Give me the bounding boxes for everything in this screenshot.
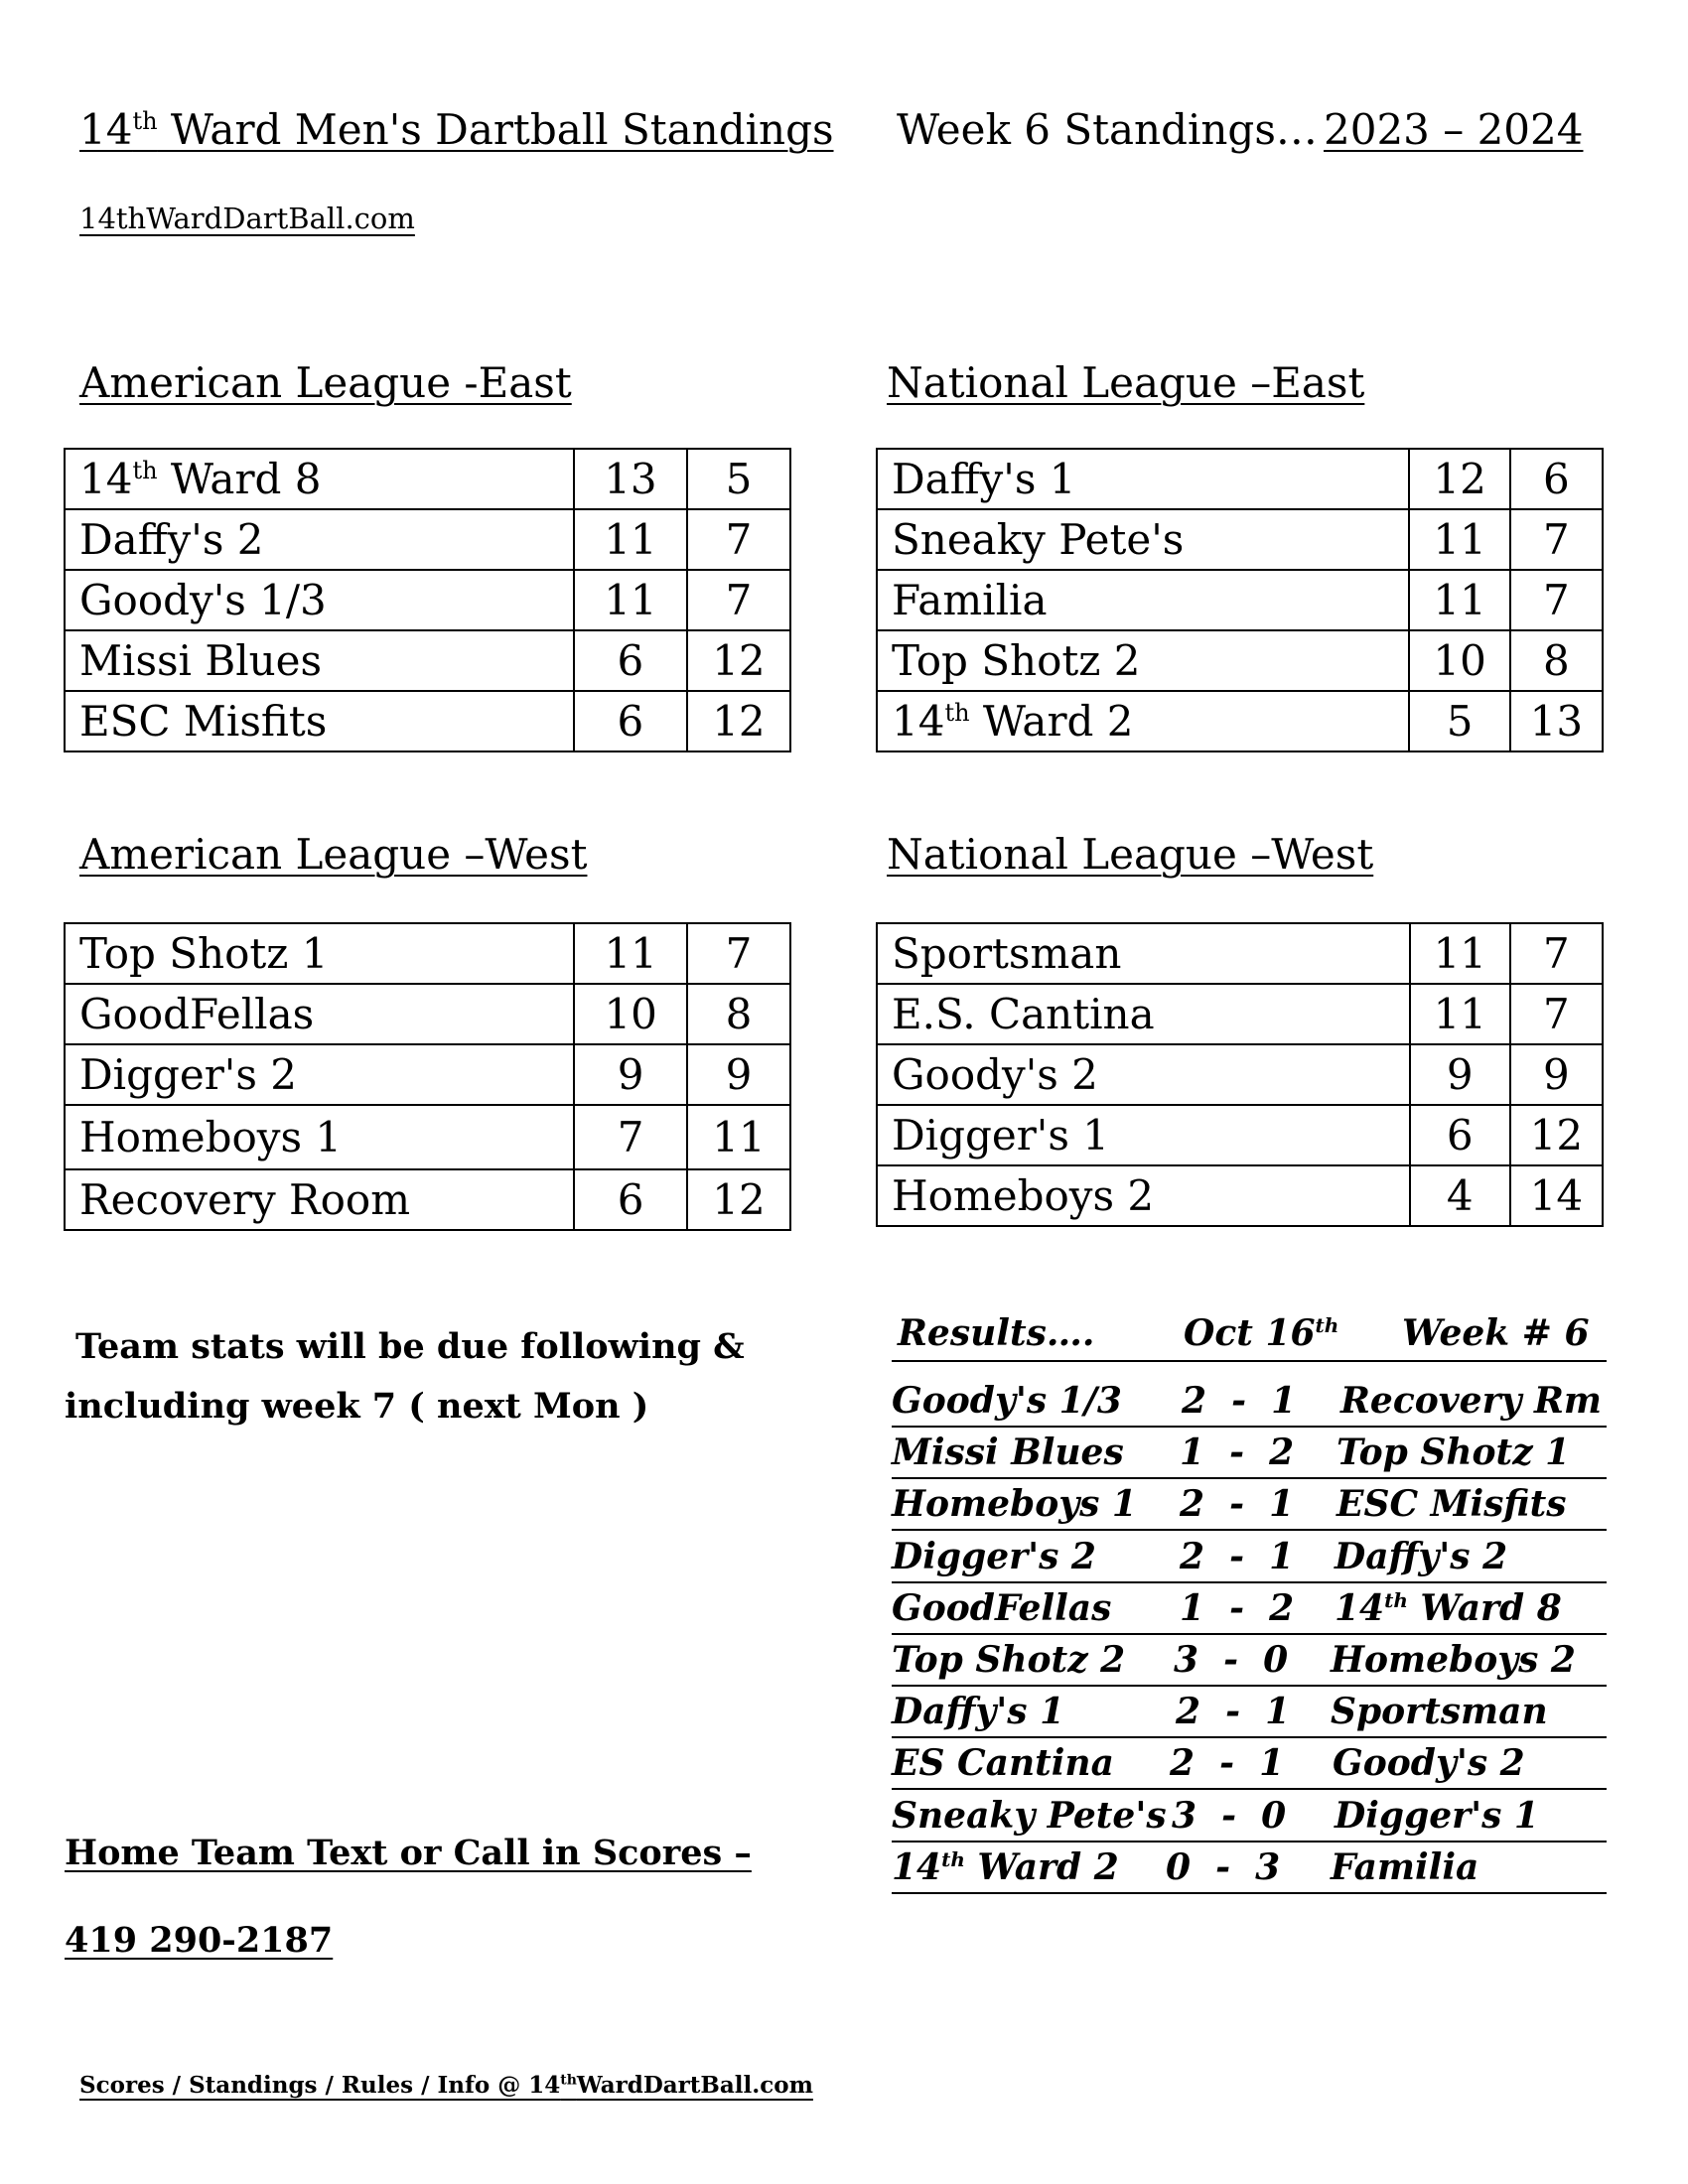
score: 3 - 0 (1174, 1639, 1289, 1681)
home-team-note: Home Team Text or Call in Scores – (65, 1833, 752, 1873)
score: 3 - 0 (1172, 1794, 1287, 1837)
score: 2 - 1 (1180, 1483, 1295, 1526)
week-label: Week 6 Standings… (897, 105, 1318, 154)
score: 1 - 2 (1180, 1432, 1295, 1474)
away-team: 14th Ward 8 (1335, 1586, 1562, 1629)
standings-row (65, 1169, 790, 1230)
wins-cell: 9 (574, 1044, 687, 1105)
losses-cell: 11 (687, 1105, 790, 1169)
standings-row (877, 449, 1603, 509)
standings-row (65, 691, 790, 751)
standings-row (877, 1105, 1603, 1165)
stats-note-line2: including week 7 ( next Mon ) (65, 1386, 649, 1427)
losses-cell: 14 (1510, 1165, 1603, 1226)
standings-row (65, 923, 790, 984)
result-row (892, 1639, 1607, 1687)
results-date: Oct 16th (1184, 1312, 1339, 1354)
result-row (892, 1742, 1607, 1790)
wins-cell: 6 (574, 1169, 687, 1230)
team-name: Recovery Room (65, 1169, 574, 1230)
team-name: Top Shotz 2 (877, 630, 1409, 691)
nl-east-title: National League –East (887, 358, 1365, 407)
standings-row (877, 691, 1603, 751)
results-label: Results…. (898, 1312, 1095, 1354)
losses-cell: 7 (1510, 570, 1603, 630)
score: 2 - 1 (1170, 1742, 1285, 1785)
team-name: Daffy's 2 (65, 509, 574, 570)
standings-row (65, 449, 790, 509)
losses-cell: 7 (1510, 984, 1603, 1044)
standings-row (65, 984, 790, 1044)
losses-cell: 7 (1510, 923, 1603, 984)
wins-cell: 11 (574, 570, 687, 630)
away-team: Sportsman (1331, 1691, 1548, 1733)
team-name: Goody's 1/3 (65, 570, 574, 630)
phone-number[interactable]: 419 290-2187 (65, 1920, 334, 1961)
wins-cell: 11 (1410, 984, 1510, 1044)
away-team: Familia (1331, 1845, 1479, 1888)
results-header (892, 1312, 1607, 1362)
wins-cell: 11 (1409, 509, 1509, 570)
home-team: Daffy's 1 (892, 1691, 1065, 1733)
result-row (892, 1587, 1607, 1635)
wins-cell: 6 (574, 691, 687, 751)
away-team: ESC Misfits (1336, 1483, 1567, 1526)
wins-cell: 11 (574, 509, 687, 570)
nl-east-table (876, 448, 1604, 752)
nl-west-title: National League –West (887, 830, 1374, 879)
footer-links: Scores / Standings / Rules / Info @ 14thWardDartBall.com (79, 2072, 813, 2099)
score: 1 - 2 (1180, 1586, 1295, 1629)
wins-cell: 7 (574, 1105, 687, 1169)
al-west-table (64, 922, 791, 1231)
website-link[interactable]: 14thWardDartBall.com (79, 202, 415, 235)
team-name: Top Shotz 1 (65, 923, 574, 984)
losses-cell: 5 (687, 449, 790, 509)
wins-cell: 9 (1410, 1044, 1510, 1105)
wins-cell: 11 (574, 923, 687, 984)
team-name: Homeboys 1 (65, 1105, 574, 1169)
team-name: GoodFellas (65, 984, 574, 1044)
score: 2 - 1 (1180, 1535, 1295, 1577)
team-name: 14th Ward 8 (65, 449, 574, 509)
team-name: Missi Blues (65, 630, 574, 691)
losses-cell: 12 (1510, 1105, 1603, 1165)
team-name: Digger's 1 (877, 1105, 1410, 1165)
losses-cell: 7 (1510, 509, 1603, 570)
wins-cell: 5 (1409, 691, 1509, 751)
wins-cell: 10 (1409, 630, 1509, 691)
standings-row (877, 630, 1603, 691)
team-name: E.S. Cantina (877, 984, 1410, 1044)
away-team: Recovery Rm (1340, 1380, 1603, 1422)
nl-west-table (876, 922, 1604, 1227)
away-team: Top Shotz 1 (1336, 1432, 1571, 1474)
team-name: Sneaky Pete's (877, 509, 1409, 570)
standings-row (877, 923, 1603, 984)
losses-cell: 9 (1510, 1044, 1603, 1105)
losses-cell: 12 (687, 1169, 790, 1230)
losses-cell: 13 (1510, 691, 1603, 751)
home-team: Sneaky Pete's (892, 1794, 1167, 1837)
result-row (892, 1795, 1607, 1843)
page-title: 14th Ward Men's Dartball Standings (79, 105, 834, 154)
home-team: Homeboys 1 (892, 1483, 1137, 1526)
result-row (892, 1691, 1607, 1738)
score: 2 - 1 (1182, 1380, 1297, 1422)
away-team: Daffy's 2 (1335, 1535, 1508, 1577)
home-team: 14th Ward 2 (892, 1845, 1119, 1888)
losses-cell: 9 (687, 1044, 790, 1105)
team-name: Daffy's 1 (877, 449, 1409, 509)
al-east-table (64, 448, 791, 752)
losses-cell: 12 (687, 630, 790, 691)
home-team: Digger's 2 (892, 1535, 1096, 1577)
standings-row (65, 1044, 790, 1105)
wins-cell: 13 (574, 449, 687, 509)
losses-cell: 8 (1510, 630, 1603, 691)
wins-cell: 10 (574, 984, 687, 1044)
standings-row (65, 509, 790, 570)
season-label: 2023 – 2024 (1324, 105, 1584, 154)
wins-cell: 6 (574, 630, 687, 691)
wins-cell: 4 (1410, 1165, 1510, 1226)
standings-row (877, 509, 1603, 570)
team-name: 14th Ward 2 (877, 691, 1409, 751)
home-team: Goody's 1/3 (892, 1380, 1122, 1422)
results-week: Week # 6 (1402, 1312, 1590, 1354)
result-row (892, 1483, 1607, 1531)
away-team: Digger's 1 (1335, 1794, 1539, 1837)
losses-cell: 6 (1510, 449, 1603, 509)
result-row (892, 1846, 1607, 1894)
standings-row (877, 984, 1603, 1044)
losses-cell: 7 (687, 923, 790, 984)
home-team: ES Cantina (892, 1742, 1114, 1785)
losses-cell: 8 (687, 984, 790, 1044)
stats-note-line1: Team stats will be due following & (75, 1326, 745, 1367)
away-team: Goody's 2 (1333, 1742, 1525, 1785)
home-team: GoodFellas (892, 1586, 1112, 1629)
standings-row (877, 570, 1603, 630)
losses-cell: 12 (687, 691, 790, 751)
home-team: Missi Blues (892, 1432, 1124, 1474)
result-row (892, 1536, 1607, 1583)
al-west-title: American League –West (79, 830, 588, 879)
wins-cell: 12 (1409, 449, 1509, 509)
score: 0 - 3 (1166, 1845, 1281, 1888)
team-name: ESC Misfits (65, 691, 574, 751)
result-row (892, 1380, 1607, 1428)
team-name: Digger's 2 (65, 1044, 574, 1105)
losses-cell: 7 (687, 570, 790, 630)
wins-cell: 11 (1410, 923, 1510, 984)
team-name: Homeboys 2 (877, 1165, 1410, 1226)
wins-cell: 11 (1409, 570, 1509, 630)
team-name: Familia (877, 570, 1409, 630)
team-name: Sportsman (877, 923, 1410, 984)
home-team: Top Shotz 2 (892, 1639, 1126, 1681)
standings-row (65, 1105, 790, 1169)
away-team: Homeboys 2 (1331, 1639, 1576, 1681)
wins-cell: 6 (1410, 1105, 1510, 1165)
al-east-title: American League -East (79, 358, 572, 407)
standings-row (65, 630, 790, 691)
score: 2 - 1 (1176, 1691, 1291, 1733)
losses-cell: 7 (687, 509, 790, 570)
standings-row (65, 570, 790, 630)
standings-row (877, 1165, 1603, 1226)
team-name: Goody's 2 (877, 1044, 1410, 1105)
result-row (892, 1432, 1607, 1479)
standings-row (877, 1044, 1603, 1105)
